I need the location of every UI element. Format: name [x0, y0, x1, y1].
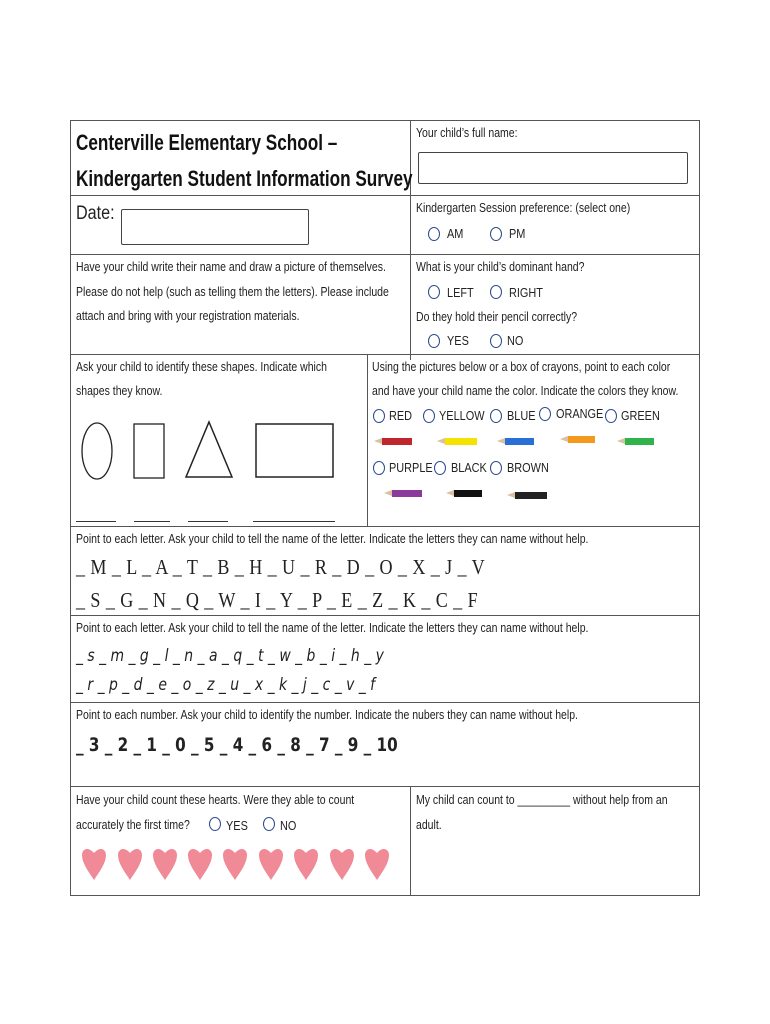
name-instructions: attach and bring with your registration materials. — [76, 309, 300, 323]
divider — [70, 254, 700, 255]
shapes-instructions: shapes they know. — [76, 384, 163, 398]
numbers-instructions: Point to each number. Ask your child to identify the number. Indicate the nubers they can name without help. — [76, 708, 578, 722]
color-green-label: GREEN — [621, 408, 660, 423]
hand-right-radio[interactable] — [490, 285, 502, 299]
color-purple-label: PURPLE — [389, 460, 433, 475]
session-am-label: AM — [447, 226, 464, 241]
color-red-radio[interactable] — [373, 409, 385, 423]
triangle-answer-line[interactable] — [188, 521, 228, 522]
heart-icon — [259, 847, 283, 881]
heart-icon — [223, 847, 247, 881]
session-pm-label: PM — [509, 226, 526, 241]
uppercase-row-1: _ M _ L _ A _ T _ B _ H _ U _ R _ D _ O _ X _ J _ V — [76, 555, 486, 579]
divider — [410, 120, 411, 360]
heart-icon — [82, 847, 106, 881]
session-pm-radio[interactable] — [490, 227, 502, 241]
red-crayon-icon — [382, 438, 412, 445]
yellow-crayon-icon — [445, 438, 477, 445]
rectangle-shape — [256, 424, 333, 477]
page-title-line2: Kindergarten Student Information Survey — [76, 166, 413, 191]
colors-instructions: and have your child name the color. Indicate the colors they know. — [372, 384, 679, 398]
shapes-illustration — [76, 418, 341, 484]
counting-statement: My child can count to _________ without help from an — [416, 793, 668, 807]
uppercase-instructions: Point to each letter. Ask your child to tell the name of the letter. Indicate the letters they can name without help. — [76, 532, 589, 546]
shapes-instructions: Ask your child to identify these shapes. Indicate which — [76, 360, 327, 374]
heart-icon — [365, 847, 389, 881]
pencil-no-label: NO — [507, 333, 524, 348]
name-instructions: Have your child write their name and draw a picture of themselves. — [76, 260, 386, 274]
divider — [70, 526, 700, 527]
child-name-field[interactable] — [418, 152, 688, 184]
color-blue-radio[interactable] — [490, 409, 502, 423]
hand-left-radio[interactable] — [428, 285, 440, 299]
hearts-instructions: accurately the first time? — [76, 818, 190, 832]
heart-icon — [294, 847, 318, 881]
color-red-label: RED — [389, 408, 413, 423]
color-brown-label: BROWN — [507, 460, 549, 475]
divider — [70, 615, 700, 616]
divider — [70, 195, 700, 196]
heart-icon — [330, 847, 354, 881]
green-crayon-icon — [625, 438, 654, 445]
color-brown-radio[interactable] — [490, 461, 502, 475]
orange-crayon-icon — [568, 436, 595, 443]
hearts-yes-radio[interactable] — [209, 817, 221, 831]
counting-statement: adult. — [416, 818, 442, 832]
square-answer-line[interactable] — [134, 521, 170, 522]
hearts-yes-label: YES — [226, 818, 248, 833]
black-crayon-icon — [454, 490, 482, 497]
pencil-yes-radio[interactable] — [428, 334, 440, 348]
color-purple-radio[interactable] — [373, 461, 385, 475]
divider — [70, 786, 700, 787]
child-name-label: Your child’s full name: — [416, 126, 518, 140]
heart-icon — [118, 847, 142, 881]
hand-right-label: RIGHT — [509, 285, 543, 300]
pencil-no-radio[interactable] — [490, 334, 502, 348]
triangle-shape — [186, 422, 232, 477]
color-black-label: BLACK — [451, 460, 487, 475]
divider — [367, 354, 368, 526]
uppercase-row-2: _ S _ G _ N _ Q _ W _ I _ Y _ P _ E _ Z _ K _ C _ F — [76, 588, 479, 612]
color-blue-label: BLUE — [507, 408, 536, 423]
hand-left-label: LEFT — [447, 285, 474, 300]
color-yellow-radio[interactable] — [423, 409, 435, 423]
hearts-no-label: NO — [280, 818, 297, 833]
brown-crayon-icon — [515, 492, 547, 499]
purple-crayon-icon — [392, 490, 422, 497]
page-title: Centerville Elementary School – — [76, 130, 338, 155]
hearts-instructions: Have your child count these hearts. Were they able to count — [76, 793, 355, 807]
divider — [410, 786, 411, 896]
oval-shape — [82, 423, 112, 479]
colors-instructions: Using the pictures below or a box of crayons, point to each color — [372, 360, 671, 374]
square-shape — [134, 424, 164, 478]
pencil-yes-label: YES — [447, 333, 469, 348]
lowercase-row-1: _ s _ m _ g _ l _ n _ a _ q _ t _ w _ b _ i _ h _ y — [76, 646, 384, 666]
hand-question: What is your child’s dominant hand? — [416, 260, 585, 274]
date-label: Date: — [76, 203, 115, 224]
date-field[interactable] — [121, 209, 309, 245]
numbers-row: _ 3 _ 2 _ 1 _ 0 _ 5 _ 4 _ 6 _ 8 _ 7 _ 9 _ 10 — [76, 734, 398, 756]
rectangle-answer-line[interactable] — [253, 521, 335, 522]
heart-icon — [188, 847, 212, 881]
hearts-no-radio[interactable] — [263, 817, 275, 831]
divider — [70, 702, 700, 703]
name-instructions: Please do not help (such as telling them the letters). Please include — [76, 285, 389, 299]
color-orange-label: ORANGE — [556, 406, 604, 421]
heart-icon — [153, 847, 177, 881]
color-orange-radio[interactable] — [539, 407, 551, 421]
divider — [70, 354, 700, 355]
session-label: Kindergarten Session preference: (select one) — [416, 201, 631, 215]
lowercase-row-2: _ r _ p _ d _ e _ o _ z _ u _ x _ k _ j _ c _ v _ f — [76, 675, 376, 695]
session-am-radio[interactable] — [428, 227, 440, 241]
color-black-radio[interactable] — [434, 461, 446, 475]
blue-crayon-icon — [505, 438, 534, 445]
pencil-question: Do they hold their pencil correctly? — [416, 310, 578, 324]
color-green-radio[interactable] — [605, 409, 617, 423]
oval-answer-line[interactable] — [76, 521, 116, 522]
color-yellow-label: YELLOW — [439, 408, 485, 423]
lowercase-instructions: Point to each letter. Ask your child to tell the name of the letter. Indicate the letters they can name without help. — [76, 621, 589, 635]
